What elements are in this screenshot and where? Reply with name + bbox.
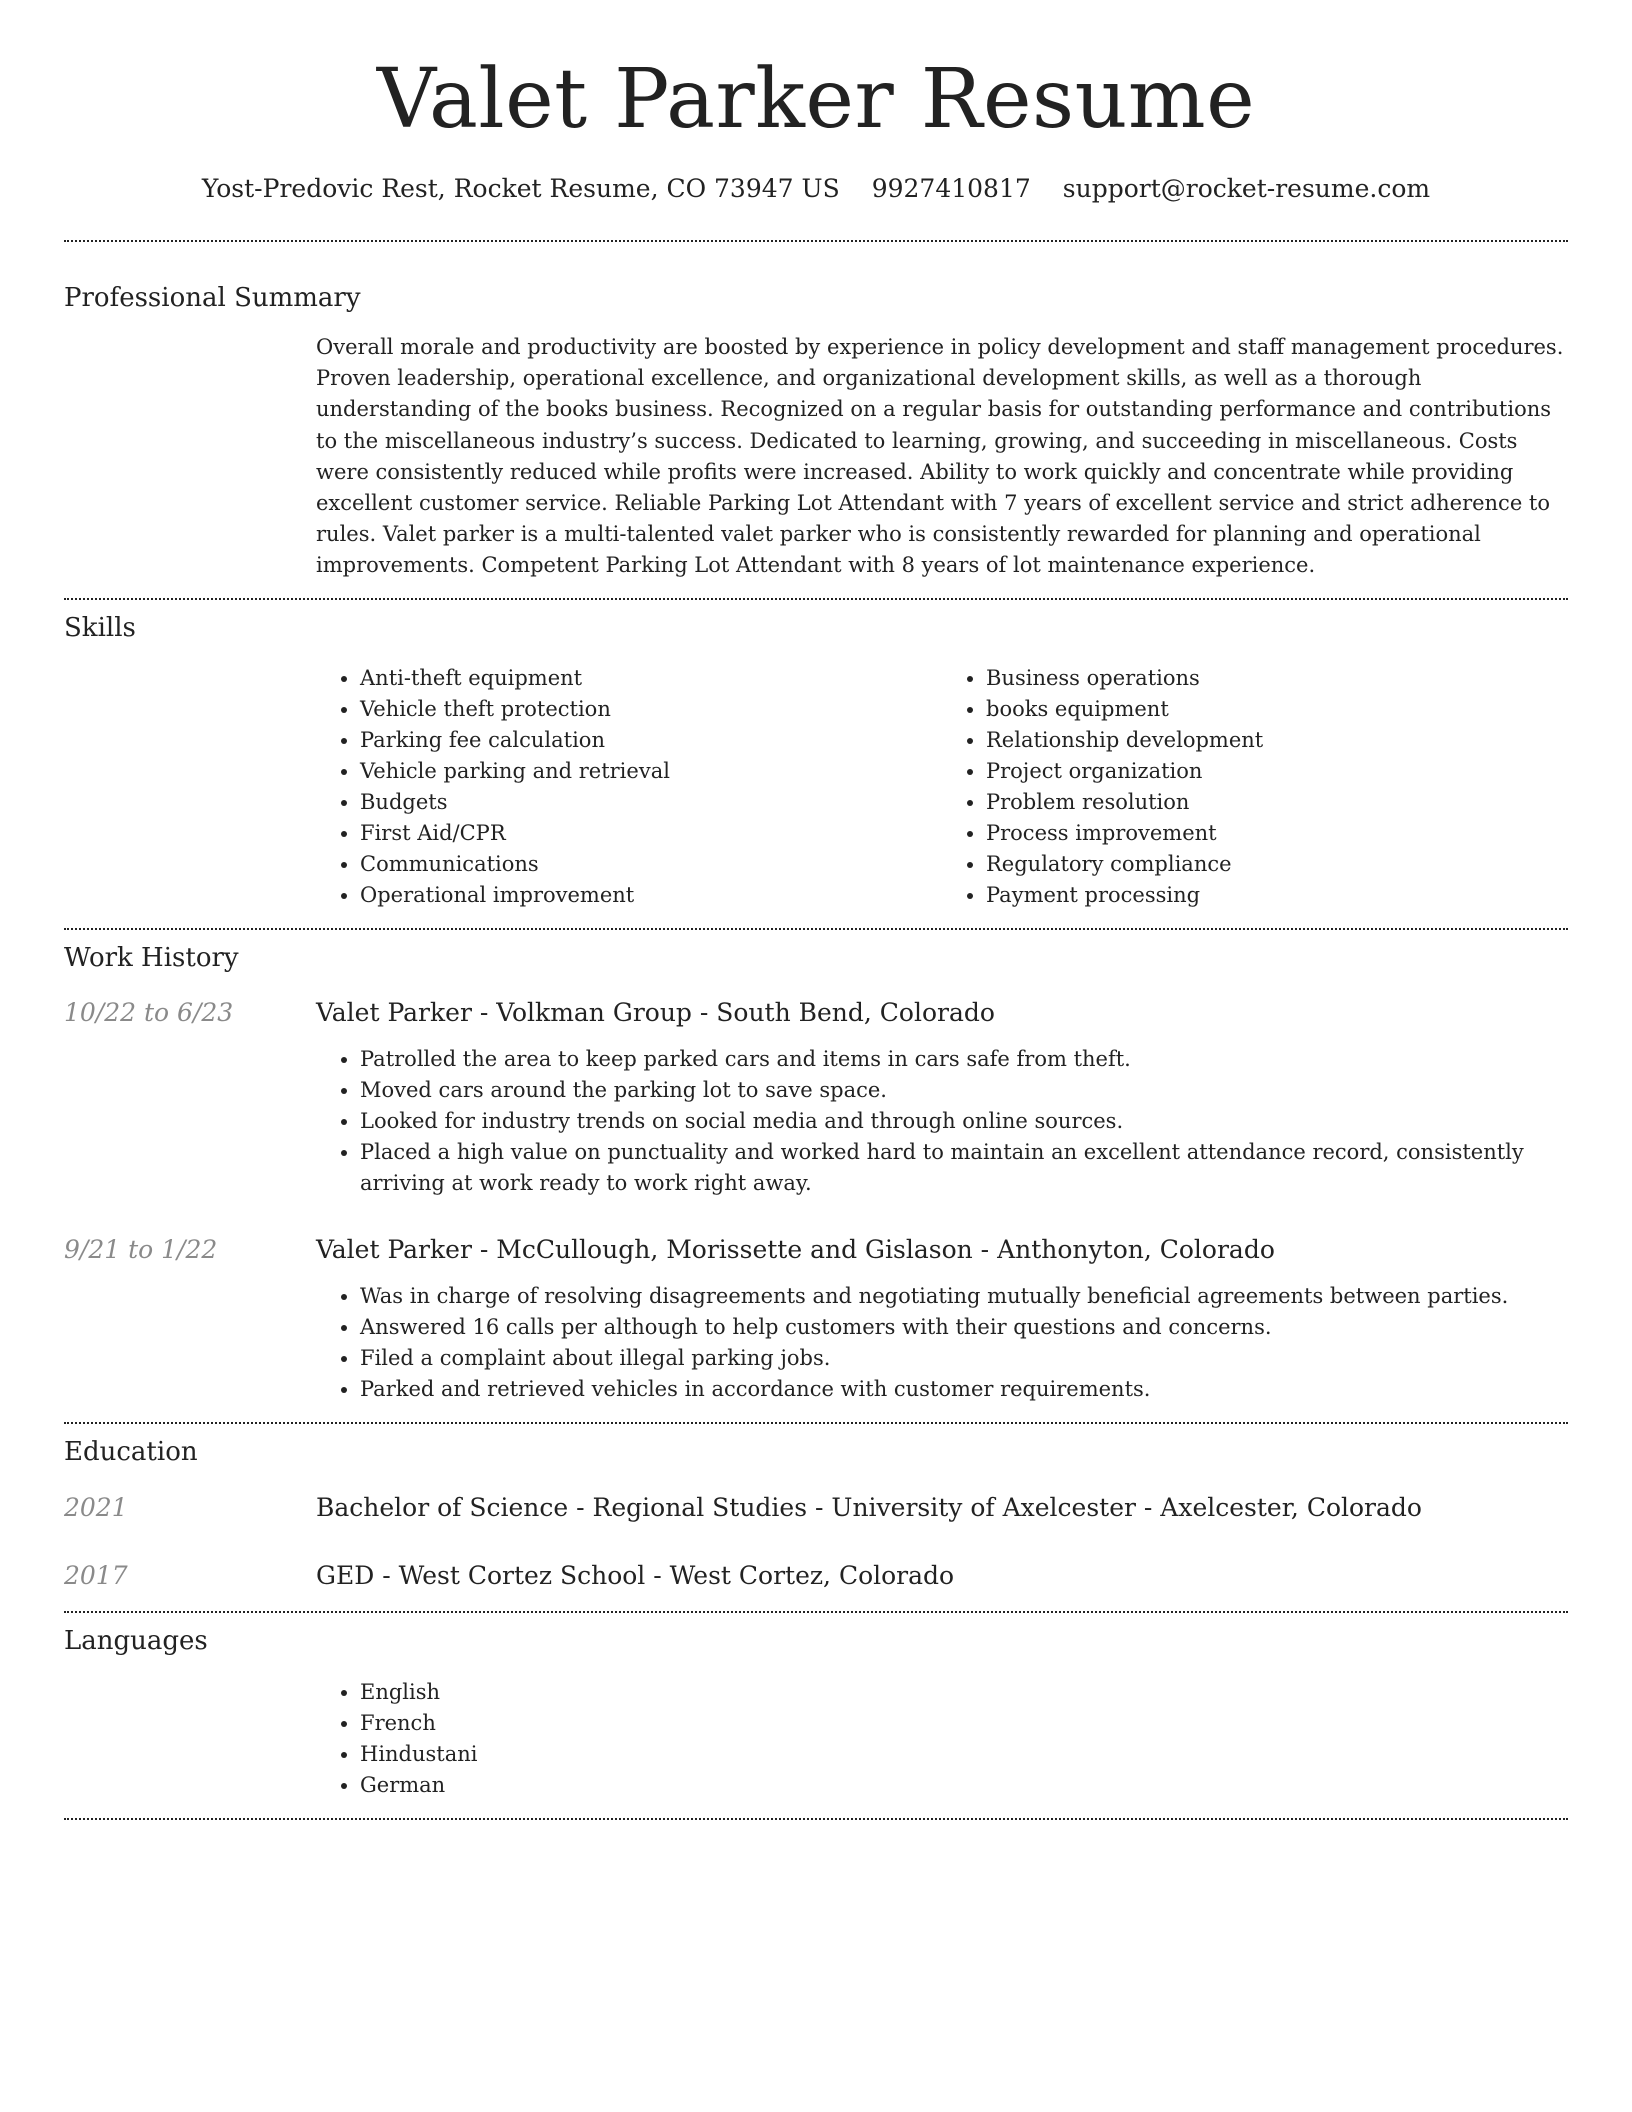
skill-item: • Problem resolution [986,787,1568,818]
skill-item: • First Aid/CPR [360,818,942,849]
skill-item: • Regulatory compliance [986,849,1568,880]
job-duty-item: • Filed a complaint about illegal parking jobs. [360,1343,1568,1374]
languages-content [316,1677,1568,1801]
job-date: 9/21 to 1/22 [64,1234,218,1264]
skill-item: • Project organization [986,756,1568,787]
job-duty-item: • Looked for industry trends on social media and through online sources. [360,1106,1568,1137]
job-duty-item: • Patrolled the area to keep parked cars and items in cars safe from theft. [360,1044,1568,1075]
job-date: 10/22 to 6/23 [64,997,234,1027]
skills-heading: Skills [64,612,136,643]
contact-email: support@rocket-resume.com [1062,174,1431,203]
section-divider [64,598,1568,600]
skill-item: • Relationship development [986,725,1568,756]
section-divider [64,240,1568,242]
job-duties [316,1044,1568,1199]
job-duties [316,1281,1568,1405]
work-heading: Work History [64,942,239,973]
skill-item: • books equipment [986,694,1568,725]
skill-item: • Communications [360,849,942,880]
skill-item: • Payment processing [986,880,1568,911]
skill-item: • Process improvement [986,818,1568,849]
skill-item: • Anti-theft equipment [360,663,942,694]
job-entry [64,996,1568,1030]
skill-item: • Vehicle parking and retrieval [360,756,942,787]
job-duties-list [316,1281,1568,1405]
job-entry [64,1233,1568,1267]
skills-column-left [316,663,942,911]
language-item: • Hindustani [360,1739,1568,1770]
job-title: Valet Parker - Volkman Group - South Bend, Colorado [316,997,995,1027]
skills-list [316,663,1568,911]
job-duties-list [316,1044,1568,1199]
languages-list [316,1677,1568,1801]
skill-item: • Business operations [986,663,1568,694]
contact-phone: 9927410817 [871,174,1031,203]
education-entry [64,1491,1568,1525]
contact-info [64,172,1568,206]
education-title: GED - West Cortez School - West Cortez, Colorado [316,1560,955,1590]
summary-content [316,332,1568,582]
skill-item: • Parking fee calculation [360,725,942,756]
skill-item: • Vehicle theft protection [360,694,942,725]
languages-heading: Languages [64,1625,208,1656]
job-title: Valet Parker - McCullough, Morissette and Gislason - Anthonyton, Colorado [316,1234,1275,1264]
section-divider [64,1611,1568,1613]
contact-address: Yost-Predovic Rest, Rocket Resume, CO 73947 US [201,174,840,203]
education-date: 2021 [64,1492,128,1522]
education-date: 2017 [64,1560,128,1590]
education-heading: Education [64,1436,198,1467]
job-duty-item: • Moved cars around the parking lot to save space. [360,1075,1568,1106]
section-divider [64,1422,1568,1424]
job-duty-item: • Answered 16 calls per although to help customers with their questions and concerns. [360,1312,1568,1343]
job-duty-item: • Placed a high value on punctuality and worked hard to maintain an excellent attendance record, consistently arriving at work ready to work right away. [360,1137,1568,1199]
education-title: Bachelor of Science - Regional Studies - University of Axelcester - Axelcester, Colorado [316,1492,1422,1522]
resume-title: Valet Parker Resume [376,52,1256,147]
skill-item: • Budgets [360,787,942,818]
skills-column-right [942,663,1568,911]
education-entry [64,1559,1568,1593]
job-duty-item: • Was in charge of resolving disagreements and negotiating mutually beneficial agreements between parties. [360,1281,1568,1312]
section-divider [64,928,1568,930]
language-item: • German [360,1770,1568,1801]
section-divider [64,1818,1568,1820]
job-duty-item: • Parked and retrieved vehicles in accordance with customer requirements. [360,1374,1568,1405]
summary-text: Overall morale and productivity are boosted by experience in policy development and staff management procedures. Proven leadership, operational excellence, and organizational development skills, as well as a thorough understanding of the books business. Recognized on a regular basis for outstanding performance and contributions to the miscellaneous industry’s success. Dedicated to learning, growing, and succeeding in miscellaneous. Costs were consistently reduced while profits were increased. Ability to work quickly and concentrate while providing excellent customer service. Reliable Parking Lot Attendant with 7 years of excellent service and strict adherence to rules. Valet parker is a multi-talented valet parker who is consistently rewarded for planning and operational improvements. Competent Parking Lot Attendant with 8 years of lot maintenance experience. [316,335,1564,578]
language-item: • French [360,1708,1568,1739]
language-item: • English [360,1677,1568,1708]
skill-item: • Operational improvement [360,880,942,911]
summary-heading: Professional Summary [64,283,361,313]
